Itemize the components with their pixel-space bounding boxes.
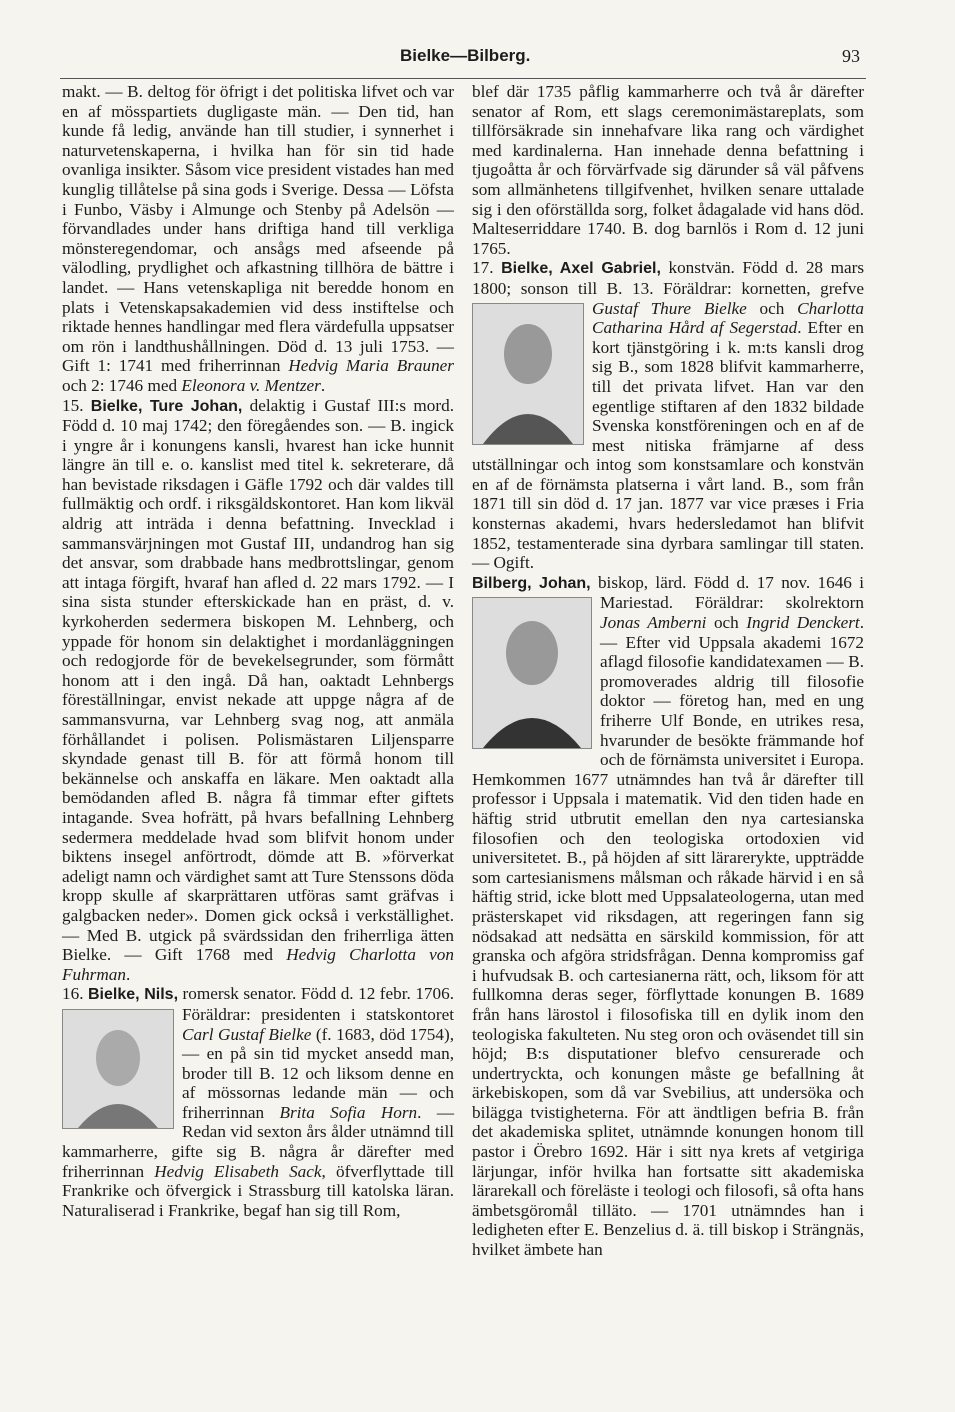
person-name: Gustaf Thure Bielke — [592, 298, 747, 318]
person-name: Hedvig Charlotta von Fuhrman — [62, 945, 454, 984]
page-header — [0, 46, 955, 76]
entry-name: Bielke, Nils, — [88, 986, 179, 1004]
page-number: 93 — [842, 46, 860, 66]
portrait-axel-bielke — [472, 303, 584, 445]
left-column — [62, 82, 454, 1220]
paragraph: makt. — B. deltog för öfrigt i det politiska lifvet och var en af mösspartiets dugligaste män. — Den tid, han kunde få ledig, använde han till studier, i synnerhet i naturvetenskaperna, i hvilka han för sin tid hade ovanliga insikter. Såsom vice president vistades han med kunglig tillåtelse på sina gods i Sverige. Dessa — Löfsta i Funbo, Väsby i Almunge och Stenby på Adelsön — förvandlades under hans driftiga hand till verkliga mönsteregendomar, och ansågs med afseende på välodling, prydlighet och afkastning tillhöra de bättre i landet. — Hans vetenskapliga nit beredde honom en plats i Vetenskapsakademien vid dess instiftelse och riktade hennes handlingar med flera värdefulla uppsatser om rön i landthushållningen. Död d. 13 juli 1753. — Gift 1: 1741 med friherrinnan Hedvig Maria Brauner och 2: 1746 med Eleonora v. Mentzer. — [62, 82, 454, 395]
right-column — [472, 82, 864, 1260]
person-name: Carl Gustaf Bielke — [182, 1024, 312, 1044]
entry-16: 16. Bielke, Nils, romersk senator. Född d. 12 febr. 1706. Föräldrar: presidenten i statskontoret Carl Gustaf Bielke (f. 1683, död 1754), — en på sin tid mycket ansedd man, broder till B. 12 och liksom denne en af mössornas ledande män — och friherrinnan Brita Sofia Horn. — Redan vid sexton års ålder utnämnd till kammarherre, gifte sig B. några år därefter med friherrinnan Hedvig Elisabeth Sack, öfverflyttade till Frankrike och öfvergick i Strassburg till katolska läran. Naturaliserad i Frankrike, begaf han sig till Rom, — [62, 984, 455, 1220]
running-title: Bielke—Bilberg. — [400, 46, 531, 65]
portrait-nils-bielke — [62, 1009, 174, 1129]
person-name: Brita Sofia Horn — [279, 1102, 418, 1122]
person-name: Jonas Amberni — [600, 613, 707, 633]
entry-17: 17. Bielke, Axel Gabriel, konstvän. Född d. 28 mars 1800; sonson till B. 13. Föräldrar: kornetten, grefve Gustaf Thure Bielke och Charlotta Catharina Hård af Segerstad. Efter en kort tjänstgöring i k. m:ts kansli drog sig B., som 1828 blifvit kammarherre, till det privata lifvet. Han var den egentlige stiftaren af den 1832 bildade Svenska konstföreningen och en af de mest nitiska främjarne af dess utställningar och intog som konstsamlare och konstvän en af de förnämsta platserna i vårt land. B., som från 1871 till sin död d. 17 jan. 1877 var vice præses i Fria konsternas akademi, hvars hedersledamot han blifvit 1852, testamenterade sina dyrbara samlingar till staten. — Ogift. — [472, 258, 865, 573]
entry-name: Bilberg, Johan, — [472, 574, 591, 592]
person-name: Charlotta Catharina Hård af Segerstad — [592, 298, 864, 338]
portrait-johan-bilberg — [472, 597, 592, 749]
entry-name: Bielke, Axel Gabriel, — [501, 260, 661, 278]
entry-bilberg: Bilberg, Johan, biskop, lärd. Född d. 17 nov. 1646 i Mariestad. Föräldrar: skolrektorn Jonas Amberni och Ingrid Denckert. — Efter vid Uppsala akademi 1672 aflagd filosofie kandidatexamen — B. promoverades aldrig till filosofie doktor — företog han, med en ung friherre Ulf Bonde, en utrikes resa, hvarunder de besökte främmande hof och de förnämsta universitet i Europa. Hemkommen 1677 utnämndes han två år därefter till professor i Uppsala i matematik. Vid den tiden hade en häftig strid utbrutit emellan den nya cartesianska filosofien och den teologiska ortodoxien vid universitetet. B., på höjden af sitt lärarerykte, uppträdde som cartesianismens målsman och råkade härvid i en så häftig strid, icke blott med Uppsalateologerna, utan med prästerskapet vid riksdagen, att regeringen fann sig nödsakad att nedsätta en särskild kommission, för att granska och afgöra stridsfrågan. Denna kompromiss gaf i hufvudsak B. och cartesianerna rätt, och, liksom för att fullkomna deras seger, förflyttade konungen B. 1689 från hans lärostol i filosofiska till en dylik inom den teologiska fakulteten. Nu steg oron och oväsendet till sin höjd; B:s disputationer blefvo censurerade och undertryckta, och konungen måste ge befallning åt ärkebiskopen, som då var Svebilius, att undersöka och bilägga tvistigheterna. För att ändtligen befria B. från det akademiska splitet, utnämnde konungen honom till pastor i Örebro 1692. Här i sitt nya krets af vetgiriga lärjungar, inför hvilka han fortsatte sitt akademiska lärarekall och föreläste i teologi och filosofi, så ofta hans ämbetsgöromål tilläto. — 1701 utnämndes han i ledigheten efter E. Benzelius d. ä. till biskop i Strängnäs, hvilket ämbete han — [472, 572, 865, 1260]
paragraph: blef där 1735 påflig kammarherre och två år därefter senator af Rom, ett slags ceremonimästareplats, som tillförsäkrade sin innehafvare lika rang och värdighet med kardinalerna. Han innehade denna befattning i tjugoåtta år och förvärfvade sig därunder så väl påfvens som allmänhetens tillgifvenhet, hvilken senare uttalade sig i den oförställda sorg, folket ådagalade vid hans död. Malteserriddare 1740. B. dog barnlös i Rom d. 12 juni 1765. — [472, 82, 864, 258]
person-name: Eleonora v. Mentzer — [181, 375, 321, 395]
person-name: Hedvig Maria Brauner — [288, 356, 454, 376]
person-name: Hedvig Elisabeth Sack — [154, 1161, 322, 1181]
header-rule — [60, 78, 866, 79]
entry-15: 15. Bielke, Ture Johan, delaktig i Gustaf III:s mord. Född d. 10 maj 1742; den föregåendes son. — B. ingick i yngre år i konungens kansli, hvarest han icke hunnit längre än till e. o. kanslist med titel k. sekreterare, då han bevistade riksdagen i Gäfle 1792 och där valdes till fullmäktig och ordf. i riksgäldskontoret. Han kom likväl aldrig att inträda i denna befattning. Invecklad i sammansvärjningen mot Gustaf III, undandrog han sig det ansvar, som drabbade hans medbrottslingar, genom att intaga förgift, hvaraf han afled d. 22 mars 1792. — I sina sista stunder efterskickade han en präst, d. v. kyrkoherden sedermera biskopen M. Lehnberg, och yppade för honom sin delaktighet i mordanläggningen och redogjorde för de bevekelsegrunder, som förmått honom att i den ingå. Då han, oaktadt Lehnbergs föreställningar, envist nekade att uppge några af de sammansvurna, var Lehnberg svag nog, att anmäla förhållandet i polisen. Polismästaren Liljensparre skyndade genast till B. för att förmå honom till bekännelse och anskaffa en läkare. Men oaktadt alla bemödanden afled B. några få timmar efter giftets intagande. Svea hofrätt, på hvars befallning Lehnberg sedermera meddelade hvad som blifvit honom under biktens insegel anförtrodt, dömde att B. »förverkat adeligt namn och värdighet samt att Ture Stenssons döda kropp skulle af skarprättaren utföras samt gräfvas i galgbacken neder». Domen gick också i verkställighet. — Med B. utgick på svärdssidan den friherrliga ätten Bielke. — Gift 1768 med Hedvig Charlotta von Fuhrman. — [62, 395, 454, 984]
person-name: Ingrid Denckert — [746, 613, 860, 633]
entry-name: Bielke, Ture Johan, — [90, 397, 243, 415]
